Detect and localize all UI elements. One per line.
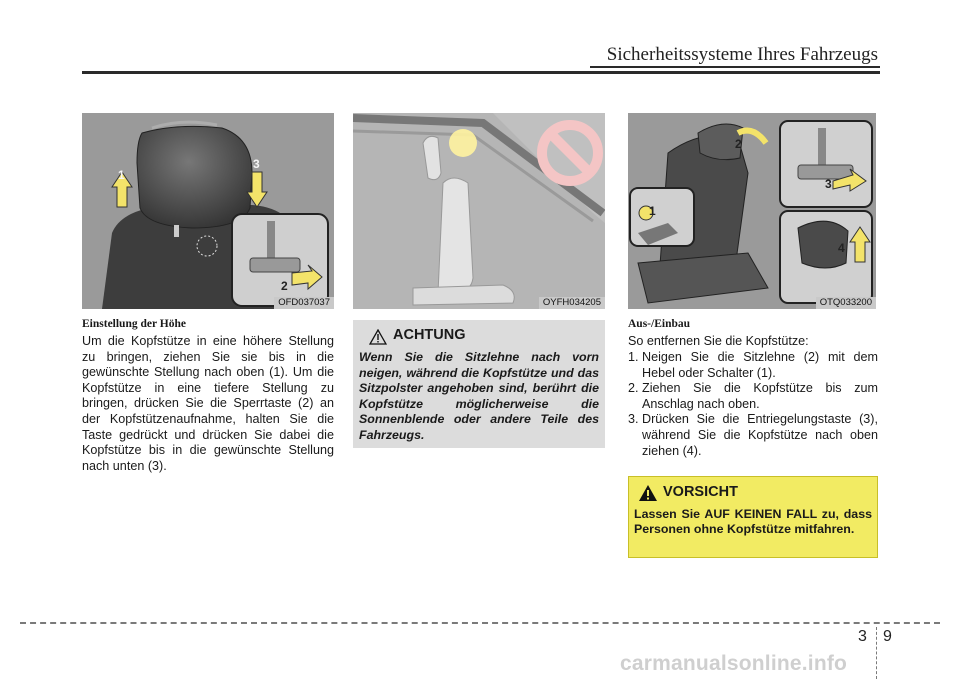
- header-rule: [82, 71, 880, 74]
- callout-4: 4: [838, 241, 845, 255]
- list-item: [628, 350, 878, 381]
- list-item: [628, 381, 878, 412]
- caution-title: ACHTUNG: [393, 327, 466, 343]
- section-heading-removal: Aus-/Einbau: [628, 318, 691, 330]
- step-number: 1.: [628, 350, 639, 364]
- page-number: 9: [883, 628, 892, 645]
- caution-text: Wenn Sie die Sitzlehne nach vorn neigen, während die Kopfstütze und das Sitzpolster angehoben sind, berührt die Kopfstütze möglicherweise die Sonnenblende oder andere Teile des Fahrzeugs.: [359, 350, 599, 442]
- warning-text: Lassen Sie AUF KEINEN FALL zu, dass Personen ohne Kopfstütze mitfahren.: [634, 507, 872, 537]
- footer-dashed-rule: [20, 622, 940, 624]
- callout-1: 1: [649, 204, 656, 218]
- warning-box: [628, 476, 878, 558]
- header-rule-thin: [590, 66, 880, 68]
- figure-code: OYFH034205: [539, 297, 605, 309]
- headrest-height-figure: [82, 113, 334, 309]
- step-text: Drücken Sie die Entriegelungstaste (3), während Sie die Kopfstütze nach oben ziehen (4).: [642, 412, 878, 458]
- section-heading-height: Einstellung der Höhe: [82, 318, 186, 330]
- callout-3: 3: [825, 177, 832, 191]
- step-number: 2.: [628, 381, 639, 396]
- callout-2: 2: [281, 279, 288, 293]
- list-item: [628, 412, 878, 459]
- caution-box: [353, 320, 605, 448]
- figure-code: OTQ033200: [816, 297, 876, 309]
- callout-2: 2: [735, 137, 742, 151]
- height-adjust-paragraph: Um die Kopfstütze in eine höhere Stellung zu bringen, ziehen Sie sie bis in die gewünschte Stellung nach oben (1). Um die Kopfstütze in eine tiefere Stellung zu bringen, drücken Sie die Sperrtaste (2) an der Kopfstützenaufnahme, halten Sie die Taste gedrückt und drücken Sie dabei die Kopfstütze bis in die gewünschte Stellung nach unten (3).: [82, 334, 334, 473]
- page-header-title: Sicherheitssysteme Ihres Fahrzeugs: [606, 44, 878, 65]
- watermark: carmanualsonline.info: [620, 652, 848, 675]
- footer-divider: [876, 627, 877, 679]
- warning-triangle-icon: [369, 329, 387, 345]
- callout-3: 3: [253, 157, 260, 171]
- figure-code: OFD037037: [274, 297, 334, 309]
- removal-intro: So entfernen Sie die Kopfstütze:: [628, 334, 809, 348]
- sunvisor-warning-figure: [353, 113, 605, 309]
- warning-triangle-icon: [638, 484, 658, 502]
- callout-1: 1: [118, 168, 125, 182]
- warning-title: VORSICHT: [663, 484, 738, 500]
- removal-steps: [628, 350, 878, 459]
- section-number: 3: [858, 628, 867, 645]
- step-text: Ziehen Sie die Kopfstütze bis zum Anschlag nach oben.: [642, 381, 878, 411]
- step-text: Neigen Sie die Sitzlehne (2) mit dem Hebel oder Schalter (1).: [642, 350, 878, 380]
- headrest-removal-figure: [628, 113, 876, 309]
- step-number: 3.: [628, 412, 639, 427]
